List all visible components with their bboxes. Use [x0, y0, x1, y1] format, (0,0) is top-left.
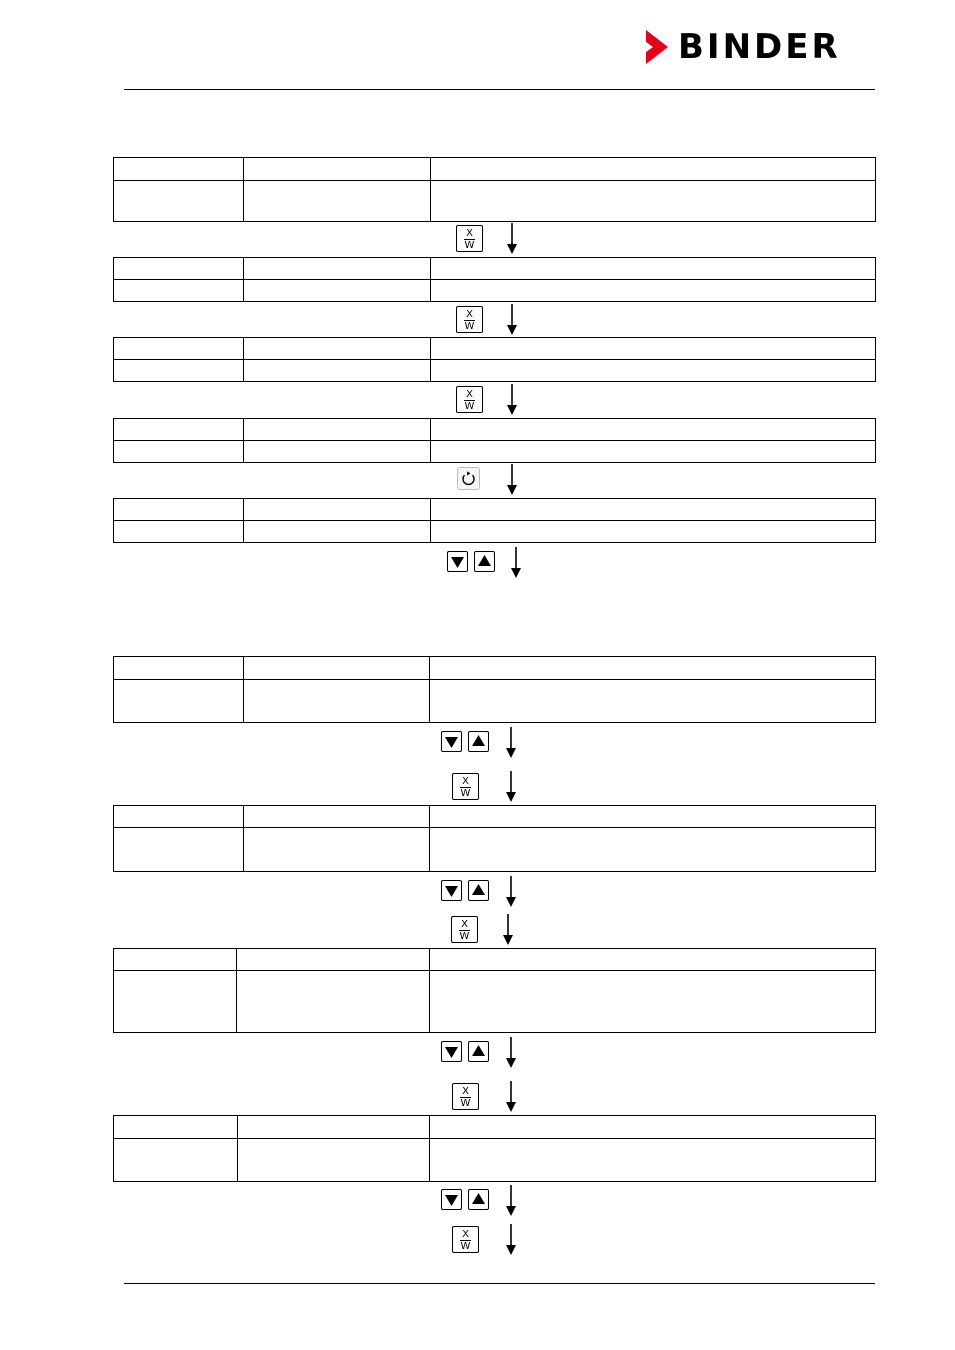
table-row [114, 657, 876, 680]
down-arrow-icon [505, 1224, 517, 1256]
up-triangle-icon [468, 1189, 489, 1210]
down-arrow-icon [506, 223, 518, 255]
table-row [114, 828, 876, 872]
table-row [114, 680, 876, 723]
xw-key-icon: X W [452, 1226, 479, 1253]
down-triangle-icon [441, 1041, 462, 1062]
table-row [114, 1139, 876, 1182]
binder-logo [646, 27, 841, 67]
down-triangle-icon [447, 551, 468, 572]
xw-key-icon: X W [452, 1083, 479, 1110]
table-row [114, 971, 876, 1033]
header-rule [124, 89, 875, 90]
down-arrow-icon [506, 464, 518, 496]
xw-key-icon: X W [456, 386, 483, 413]
down-arrow-icon [506, 384, 518, 416]
table-row [114, 338, 876, 360]
table-row [114, 280, 876, 302]
down-arrow-icon [506, 304, 518, 336]
parameter-table-1 [113, 157, 876, 222]
table-row [114, 158, 876, 181]
xw-key-icon: X W [456, 225, 483, 252]
down-triangle-icon [441, 880, 462, 901]
table-row [114, 949, 876, 971]
parameter-table-5 [113, 498, 876, 543]
down-triangle-icon [441, 1189, 462, 1210]
table-row [114, 258, 876, 280]
table-row [114, 441, 876, 463]
parameter-table-7 [113, 805, 876, 872]
parameter-table-3 [113, 337, 876, 382]
down-arrow-icon [505, 1185, 517, 1217]
parameter-table-6 [113, 656, 876, 723]
table-row [114, 419, 876, 441]
down-arrow-icon [505, 876, 517, 908]
circular-arrow-icon [457, 467, 480, 490]
down-arrow-icon [505, 727, 517, 759]
parameter-table-9 [113, 1115, 876, 1182]
table-row [114, 499, 876, 521]
up-triangle-icon [474, 551, 495, 572]
table-row [114, 181, 876, 222]
xw-key-icon: X W [452, 773, 479, 800]
down-arrow-icon [510, 547, 522, 579]
table-row [114, 360, 876, 382]
logo-mark-icon [646, 30, 668, 64]
xw-key-icon: X W [451, 916, 478, 943]
xw-key-icon: X W [456, 306, 483, 333]
up-triangle-icon [468, 1041, 489, 1062]
up-triangle-icon [468, 731, 489, 752]
table-row [114, 1116, 876, 1139]
up-triangle-icon [468, 880, 489, 901]
parameter-table-4 [113, 418, 876, 463]
down-arrow-icon [505, 1081, 517, 1113]
down-triangle-icon [441, 731, 462, 752]
parameter-table-8 [113, 948, 876, 1033]
brand-name: BINDER [678, 27, 841, 67]
down-arrow-icon [505, 771, 517, 803]
down-arrow-icon [502, 914, 514, 946]
parameter-table-2 [113, 257, 876, 302]
footer-rule [124, 1283, 875, 1284]
table-row [114, 521, 876, 543]
table-row [114, 806, 876, 828]
down-arrow-icon [505, 1037, 517, 1069]
